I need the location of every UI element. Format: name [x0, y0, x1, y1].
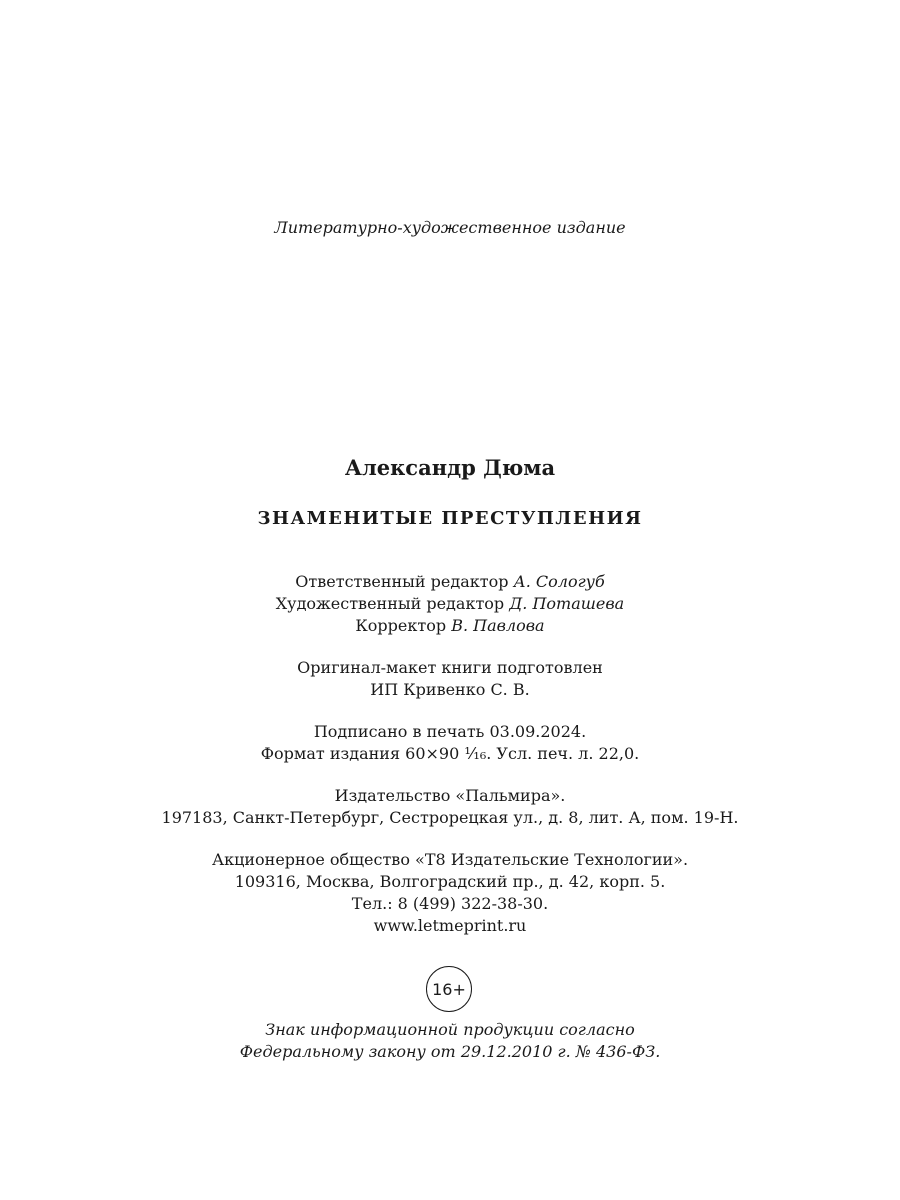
art-editor-name: Д. Поташева [509, 594, 625, 613]
responsible-editor-name: А. Сологуб [513, 572, 605, 591]
printer-address: 109316, Москва, Волгоградский пр., д. 42, корп. 5. [234, 872, 666, 891]
publisher-name: Издательство «Пальмира». [334, 786, 566, 805]
edition-type: Литературно-художественное издание [274, 218, 626, 237]
print-signed-date: Подписано в печать 03.09.2024. [313, 722, 587, 741]
age-notice-line2: Федеральному закону от 29.12.2010 г. № 436-ФЗ. [239, 1042, 661, 1061]
responsible-editor-label: Ответственный редактор [295, 572, 509, 591]
printer-website: www.letmeprint.ru [373, 916, 527, 935]
printer-name: Акционерное общество «Т8 Издательские Технологии». [211, 850, 689, 869]
publisher-address: 197183, Санкт-Петербург, Сестрорецкая ул., д. 8, лит. А, пом. 19-Н. [161, 808, 739, 827]
credit-proofreader [0, 615, 900, 637]
age-rating-badge: 16+ [426, 966, 472, 1012]
credit-responsible-editor [0, 571, 900, 593]
book-author: Александр Дюма [344, 455, 556, 480]
printer-phone: Тел.: 8 (499) 322-38-30. [351, 894, 549, 913]
print-format: Формат издания 60×90 ¹⁄₁₆. Усл. печ. л. 22,0. [260, 744, 640, 763]
credit-art-editor [0, 593, 900, 615]
age-notice-line1: Знак информационной продукции согласно [265, 1020, 635, 1039]
layout-credit-line1: Оригинал-макет книги подготовлен [297, 658, 603, 677]
proofreader-name: В. Павлова [451, 616, 545, 635]
book-title: ЗНАМЕНИТЫЕ ПРЕСТУПЛЕНИЯ [257, 508, 643, 529]
art-editor-label: Художественный редактор [275, 594, 505, 613]
layout-credit-line2: ИП Кривенко С. В. [370, 680, 530, 699]
proofreader-label: Корректор [355, 616, 447, 635]
